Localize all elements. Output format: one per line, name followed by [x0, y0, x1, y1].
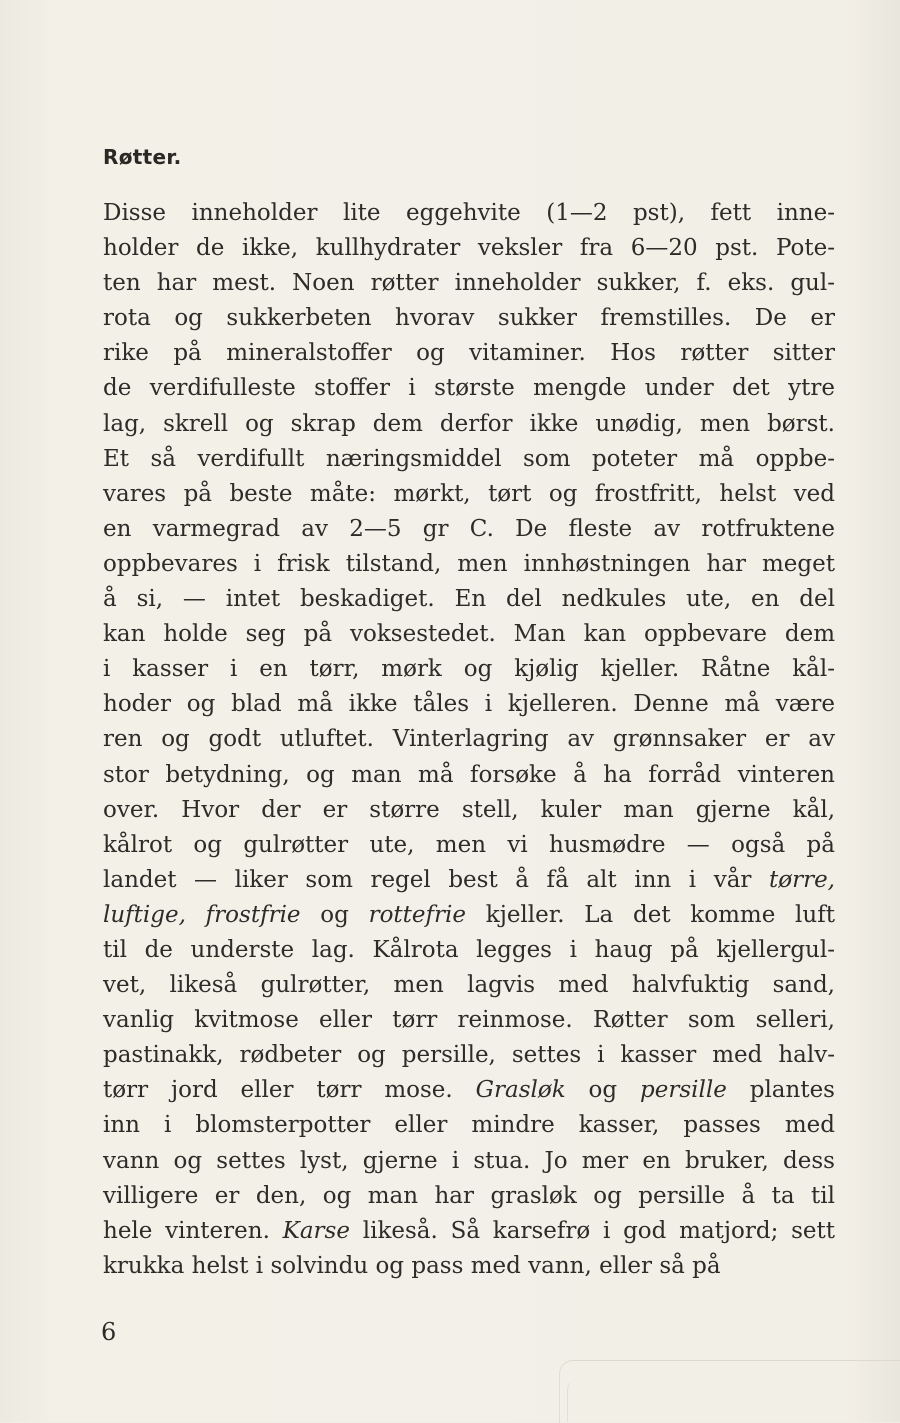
text-segment: vet, likeså gulrøtter, men lagvis med halvfuktig sand, — [103, 972, 835, 999]
text-line — [103, 758, 835, 793]
text-segment: stor betydning, og man må forsøke å ha forråd vinteren — [103, 761, 835, 788]
text-segment: Et så verdifullt næringsmiddel som poteter må oppbe- — [103, 445, 835, 472]
text-line — [103, 898, 835, 933]
text-line — [103, 266, 835, 301]
text-line — [103, 196, 835, 231]
italic-text: rottefrie — [368, 901, 467, 928]
text-line — [103, 828, 835, 863]
text-segment: villigere er den, og man har grasløk og persille å ta til — [103, 1182, 835, 1209]
text-segment: rike på mineralstoffer og vitaminer. Hos røtter sitter — [103, 340, 835, 367]
text-line — [103, 687, 835, 722]
text-segment: til de underste lag. Kålrota legges i haug på kjellergul- — [103, 936, 835, 963]
text-line — [103, 1073, 835, 1108]
italic-text: Grasløk — [475, 1077, 566, 1104]
text-segment: lag, skrell og skrap dem derfor ikke unødig, men børst. — [103, 410, 835, 437]
text-line — [103, 652, 835, 687]
text-line — [103, 301, 835, 336]
text-segment: tørr jord eller tørr mose. — [103, 1077, 476, 1104]
text-segment: og — [300, 901, 369, 928]
text-segment: kan holde seg på voksestedet. Man kan oppbevare dem — [103, 621, 835, 648]
text-segment: Disse inneholder lite eggehvite (1—2 pst), fett inne- — [103, 200, 835, 226]
text-segment: over. Hvor der er større stell, kuler man gjerne kål, — [103, 796, 835, 823]
text-segment: ten har mest. Noen røtter inneholder sukker, f. eks. gul- — [103, 270, 835, 297]
text-segment: oppbevares i frisk tilstand, men innhøstningen har meget — [103, 550, 835, 577]
text-segment: vanlig kvitmose eller tørr reinmose. Røtter som selleri, — [103, 1007, 835, 1034]
text-segment: landet — liker som regel best å få alt inn i vår — [103, 866, 769, 893]
section-heading: Røtter. — [103, 145, 182, 169]
text-line — [103, 582, 835, 617]
text-line — [103, 407, 835, 442]
text-line — [103, 1144, 835, 1179]
text-line — [103, 477, 835, 512]
italic-text: persille — [640, 1077, 727, 1104]
text-line — [103, 1214, 835, 1249]
text-segment: kålrot og gulrøtter ute, men vi husmødre — også på — [103, 831, 835, 858]
text-segment: vann og settes lyst, gjerne i stua. Jo mer en bruker, dess — [103, 1147, 835, 1174]
text-segment: vares på beste måte: mørkt, tørt og frostfritt, helst ved — [103, 480, 835, 507]
page-number: 6 — [101, 1318, 117, 1346]
text-line — [103, 617, 835, 652]
text-segment: holder de ikke, kullhydrater veksler fra 6—20 pst. Pote- — [103, 235, 835, 262]
text-line — [103, 1249, 835, 1284]
body-text — [103, 196, 835, 1284]
text-segment: pastinakk, rødbeter og persille, settes i kasser med halv- — [103, 1042, 835, 1069]
text-line — [103, 231, 835, 266]
italic-text: tørre, — [768, 866, 835, 893]
text-segment: inn i blomsterpotter eller mindre kasser, passes med — [103, 1112, 835, 1139]
page-edge-inner — [567, 1380, 900, 1422]
text-line — [103, 547, 835, 582]
text-segment: de verdifulleste stoffer i største mengde under det ytre — [103, 375, 835, 402]
text-segment: og — [565, 1077, 641, 1104]
text-segment: hele vinteren. — [103, 1217, 283, 1244]
text-line — [103, 1003, 835, 1038]
text-line — [103, 336, 835, 371]
text-line — [103, 968, 835, 1003]
italic-text: luftige, frostfrie — [103, 901, 301, 928]
text-line — [103, 1179, 835, 1214]
text-segment: kjeller. La det komme luft — [466, 901, 835, 928]
text-segment: hoder og blad må ikke tåles i kjelleren. Denne må være — [103, 691, 835, 718]
text-line — [103, 1038, 835, 1073]
text-segment: å si, — intet beskadiget. En del nedkules ute, en del — [103, 586, 835, 613]
text-segment: rota og sukkerbeten hvorav sukker fremstilles. De er — [103, 305, 835, 332]
text-segment: ren og godt utluftet. Vinterlagring av grønnsaker er av — [103, 726, 835, 753]
text-line — [103, 863, 835, 898]
text-segment: plantes — [726, 1077, 835, 1104]
text-line — [103, 722, 835, 757]
text-line — [103, 442, 835, 477]
text-segment: i kasser i en tørr, mørk og kjølig kjeller. Råtne kål- — [103, 656, 835, 683]
italic-text: Karse — [282, 1217, 350, 1244]
text-segment: krukka helst i solvindu og pass med vann, eller så på — [103, 1252, 721, 1279]
text-line — [103, 933, 835, 968]
text-line — [103, 512, 835, 547]
text-segment: en varmegrad av 2—5 gr C. De fleste av rotfruktene — [103, 515, 835, 542]
text-line — [103, 793, 835, 828]
text-line — [103, 371, 835, 406]
text-line — [103, 1108, 835, 1143]
text-segment: likeså. Så karsefrø i god matjord; sett — [349, 1217, 835, 1244]
